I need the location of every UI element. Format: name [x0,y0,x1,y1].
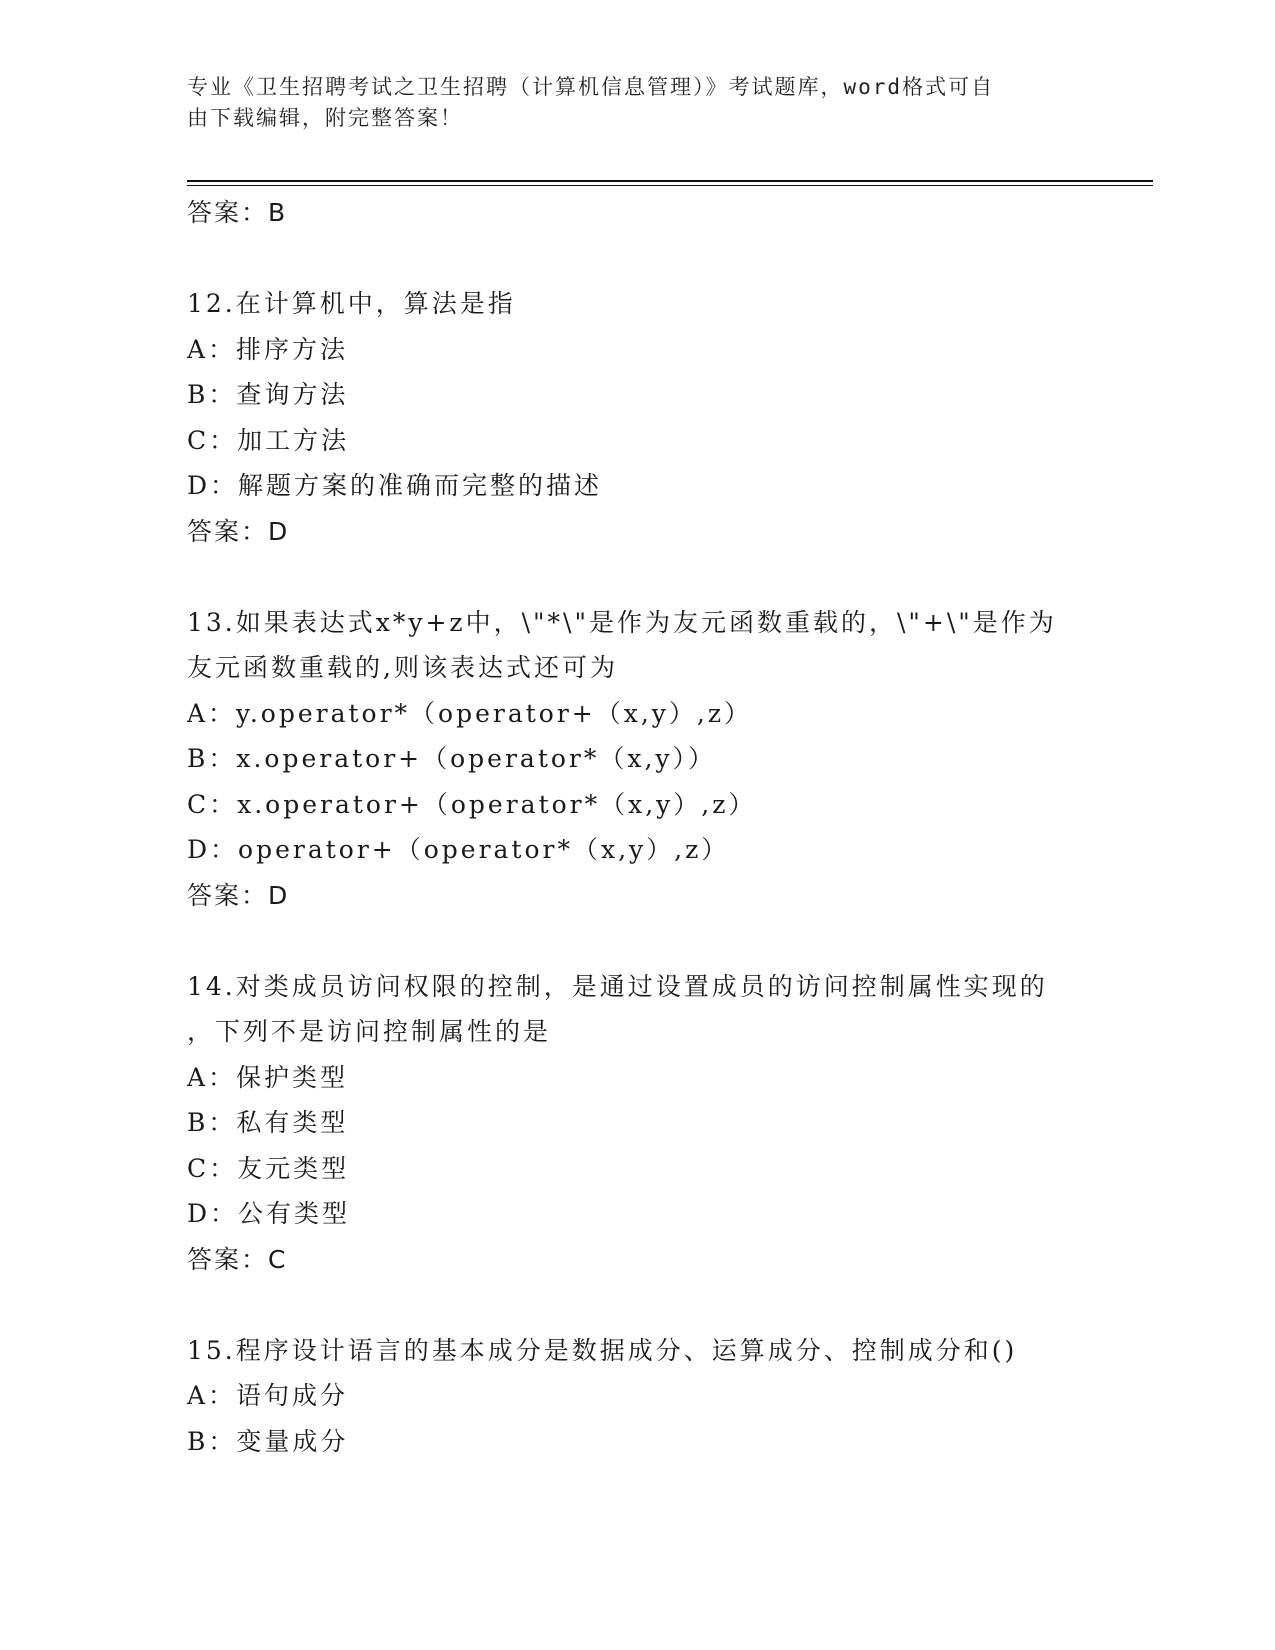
option-a: A：排序方法 [187,334,349,364]
answer: 答案：D [187,516,290,546]
spacer [187,236,1087,282]
question-stem-line-1: 14.对类成员访问权限的控制，是通过设置成员的访问控制属性实现的 [187,971,1048,1001]
option-b: B：查询方法 [187,380,349,409]
option-a: A：语句成分 [187,1381,349,1410]
answer: 答案：C [187,1244,288,1274]
question-stem: 15.程序设计语言的基本成分是数据成分、运算成分、控制成分和() [187,1335,1018,1365]
question-stem: 12.在计算机中，算法是指 [187,289,516,318]
header-rule-thick [187,180,1153,182]
question-14 [187,964,1087,1283]
question-15 [187,1328,1087,1465]
header-rule-thin [187,185,1153,186]
question-stem-line-2: ，下列不是访问控制属性的是 [187,1017,552,1046]
previous-answer: 答案：B [187,198,288,227]
spacer [187,554,1087,600]
header-line-2: 由下载编辑，附完整答案！ [187,106,463,130]
header-line-1: 专业《卫生招聘考试之卫生招聘（计算机信息管理）》考试题库，word格式可自 [187,75,995,99]
answer: 答案：D [187,880,290,910]
option-c: C：x.operator+（operator*（x,y）,z） [187,789,757,819]
question-13 [187,600,1087,919]
option-b: B：x.operator+（operator*（x,y）） [187,744,717,773]
option-b: B：私有类型 [187,1108,349,1137]
option-d: D：operator+（operator*（x,y）,z） [187,835,730,864]
option-d: D：解题方案的准确而完整的描述 [187,471,603,500]
option-a: A：保护类型 [187,1062,349,1092]
spacer [187,918,1087,964]
option-a: A：y.operator*（operator+（x,y）,z） [187,698,753,728]
option-c: C：加工方法 [187,425,350,455]
option-b: B：变量成分 [187,1426,349,1456]
document-header [187,72,1087,134]
option-d: D：公有类型 [187,1199,351,1228]
spacer [187,1282,1087,1328]
question-stem-line-1: 13.如果表达式x*y+z中，\"*\"是作为友元函数重载的，\"+\"是作为 [187,607,1057,637]
question-stem-line-2: 友元函数重载的,则该表达式还可为 [187,653,618,682]
option-c: C：友元类型 [187,1153,350,1183]
question-list [187,190,1087,1464]
question-12 [187,281,1087,554]
